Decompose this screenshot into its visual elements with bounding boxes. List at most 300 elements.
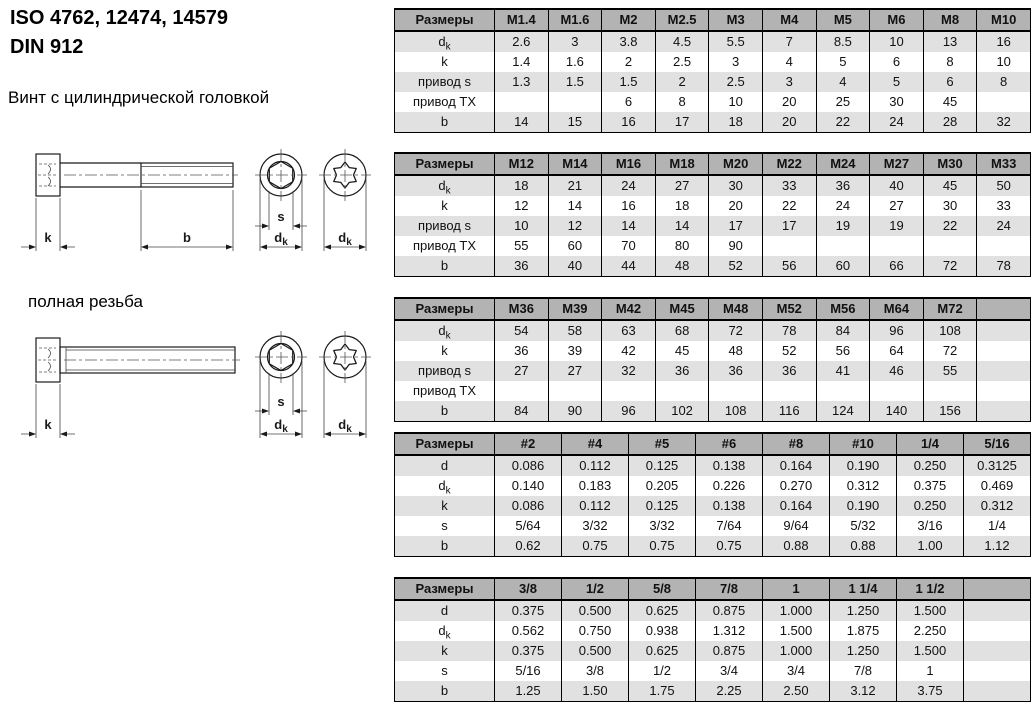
table-cell <box>977 341 1031 361</box>
table-cell: 0.125 <box>629 496 696 516</box>
table-cell: 28 <box>923 112 977 133</box>
table-cell: 1.5 <box>602 72 656 92</box>
table-cell: 66 <box>870 256 924 277</box>
table-cell: 2.50 <box>763 681 830 702</box>
metric-sizes-table-small <box>394 8 1031 133</box>
size-column-header: #2 <box>495 433 562 455</box>
dim-label-k: k <box>44 417 52 432</box>
table-cell: 60 <box>816 256 870 277</box>
table-cell: 1.5 <box>548 72 602 92</box>
imperial-sizes-table-large <box>394 577 1031 702</box>
table-cell: 5 <box>870 72 924 92</box>
table-cell <box>923 236 977 256</box>
table-cell: 10 <box>870 31 924 52</box>
table-cell: 50 <box>977 175 1031 196</box>
size-column-header: M27 <box>870 153 924 175</box>
table-cell: 90 <box>709 236 763 256</box>
table-cell: 0.938 <box>629 621 696 641</box>
table-cell: 16 <box>602 112 656 133</box>
s-arrow-right <box>293 409 300 414</box>
row-label: $d_k$ <box>395 476 495 496</box>
size-column-header: M18 <box>655 153 709 175</box>
size-column-header: 1 1/2 <box>897 578 964 600</box>
table-cell: 36 <box>495 256 549 277</box>
table-cell: 78 <box>762 320 816 341</box>
table-cell: 41 <box>816 361 870 381</box>
row-label: привод s <box>395 361 495 381</box>
row-label: привод s <box>395 216 495 236</box>
table-cell <box>964 641 1031 661</box>
size-column-header: M36 <box>495 298 549 320</box>
table-row <box>395 600 1031 621</box>
table-cell <box>977 236 1031 256</box>
dim-label-dk: $d_k$ <box>274 230 288 248</box>
table-cell: 0.140 <box>495 476 562 496</box>
table-cell: 1/2 <box>629 661 696 681</box>
table-cell <box>977 381 1031 401</box>
table-cell: 96 <box>870 320 924 341</box>
dk-arrow-right <box>295 245 302 250</box>
table-cell: 78 <box>977 256 1031 277</box>
table-cell <box>964 681 1031 702</box>
table-row <box>395 256 1031 277</box>
table-cell: 18 <box>709 112 763 133</box>
table-cell: 0.312 <box>830 476 897 496</box>
row-label: b <box>395 112 495 133</box>
size-column-header: M3 <box>709 9 763 31</box>
table-cell: 84 <box>816 320 870 341</box>
table-cell: 56 <box>816 341 870 361</box>
table-cell: 12 <box>548 216 602 236</box>
standards-title-block <box>10 4 228 62</box>
k-arrow-left <box>29 432 36 437</box>
table-cell: 39 <box>548 341 602 361</box>
table-row <box>395 52 1031 72</box>
table-row <box>395 320 1031 341</box>
table-row <box>395 496 1031 516</box>
table-row <box>395 401 1031 422</box>
table-cell <box>495 381 549 401</box>
table-cell: 4 <box>816 72 870 92</box>
table-cell: 5.5 <box>709 31 763 52</box>
table-cell: 0.164 <box>763 455 830 476</box>
size-column-header: M2.5 <box>655 9 709 31</box>
table-cell: 18 <box>655 196 709 216</box>
table-cell: 108 <box>709 401 763 422</box>
size-column-header: #10 <box>830 433 897 455</box>
table-cell: 1.000 <box>763 600 830 621</box>
table-cell: 36 <box>655 361 709 381</box>
table-header-row <box>395 153 1031 175</box>
table-cell: 32 <box>602 361 656 381</box>
table-cell: 17 <box>709 216 763 236</box>
table-cell: 56 <box>762 256 816 277</box>
s-arrow-left <box>262 409 269 414</box>
socket-spiral-marks <box>48 165 51 186</box>
table-cell: 6 <box>870 52 924 72</box>
table-cell: 3/4 <box>763 661 830 681</box>
table-row <box>395 455 1031 476</box>
dk-arrow-right <box>359 432 366 437</box>
table-cell: 84 <box>495 401 549 422</box>
size-column-header: M6 <box>870 9 924 31</box>
table-cell: 1.4 <box>495 52 549 72</box>
row-label: $d_k$ <box>395 31 495 52</box>
row-label: b <box>395 536 495 557</box>
din-standard-title: DIN 912 <box>10 36 84 58</box>
table-cell: 44 <box>602 256 656 277</box>
table-cell: 46 <box>870 361 924 381</box>
row-label: b <box>395 681 495 702</box>
table-cell: 1.6 <box>548 52 602 72</box>
table-cell <box>977 401 1031 422</box>
table-cell: 12 <box>495 196 549 216</box>
table-cell: 3.75 <box>897 681 964 702</box>
table-cell: 33 <box>762 175 816 196</box>
table-cell: 33 <box>977 196 1031 216</box>
table-cell: 45 <box>923 175 977 196</box>
size-column-header: #5 <box>629 433 696 455</box>
table-cell: 90 <box>548 401 602 422</box>
size-column-header: M4 <box>762 9 816 31</box>
metric-sizes-table-medium <box>394 152 1031 277</box>
table-cell: 45 <box>655 341 709 361</box>
table-cell: 30 <box>923 196 977 216</box>
table-cell: 2.5 <box>655 52 709 72</box>
b-arrow-right <box>226 245 233 250</box>
table-row <box>395 72 1031 92</box>
table-cell: 0.75 <box>629 536 696 557</box>
size-column-header: 1 <box>763 578 830 600</box>
table-cell: 17 <box>655 112 709 133</box>
table-cell: 0.226 <box>696 476 763 496</box>
table-cell: 0.086 <box>495 496 562 516</box>
table-cell: 2 <box>655 72 709 92</box>
table-cell: 2 <box>602 52 656 72</box>
table-cell: 2.6 <box>495 31 549 52</box>
row-label: s <box>395 661 495 681</box>
row-label: привод TX <box>395 236 495 256</box>
table-cell <box>602 381 656 401</box>
b-arrow-left <box>141 245 148 250</box>
table-cell <box>977 361 1031 381</box>
size-column-header: M42 <box>602 298 656 320</box>
table-cell: 0.88 <box>763 536 830 557</box>
table-cell: 10 <box>495 216 549 236</box>
table-cell: 21 <box>548 175 602 196</box>
table-cell: 55 <box>495 236 549 256</box>
table-cell: 72 <box>923 256 977 277</box>
row-label: s <box>395 516 495 536</box>
table-cell: 52 <box>762 341 816 361</box>
table-cell: 20 <box>709 196 763 216</box>
row-label: d <box>395 455 495 476</box>
table-cell: 24 <box>602 175 656 196</box>
size-column-header: M39 <box>548 298 602 320</box>
table-cell: 20 <box>762 112 816 133</box>
dk-arrow-left <box>260 432 267 437</box>
row-label-subscript: k <box>445 630 451 641</box>
table-cell: 3/4 <box>696 661 763 681</box>
table-cell <box>964 600 1031 621</box>
table-cell: 0.190 <box>830 455 897 476</box>
screw-full-thread-drawing <box>8 326 383 478</box>
table-header-row <box>395 298 1031 320</box>
table-cell: 0.625 <box>629 641 696 661</box>
dim-label-b: b <box>183 230 191 245</box>
table-cell: 45 <box>923 92 977 112</box>
size-column-header: M52 <box>762 298 816 320</box>
size-column-header: 3/8 <box>495 578 562 600</box>
row-label: $d_k$ <box>395 621 495 641</box>
table-cell <box>870 236 924 256</box>
table-cell: 36 <box>762 361 816 381</box>
dim-label-k: k <box>44 230 52 245</box>
table-row <box>395 641 1031 661</box>
table-cell: 0.270 <box>763 476 830 496</box>
dk-arrow-right <box>359 245 366 250</box>
size-column-header: M14 <box>548 153 602 175</box>
table-row <box>395 681 1031 702</box>
table-cell: 0.875 <box>696 641 763 661</box>
table-cell: 124 <box>816 401 870 422</box>
k-arrow-right <box>60 245 67 250</box>
table-row <box>395 661 1031 681</box>
table-cell: 6 <box>602 92 656 112</box>
table-cell: 13 <box>923 31 977 52</box>
size-column-header: 1/4 <box>897 433 964 455</box>
table-cell: 1.75 <box>629 681 696 702</box>
table-cell: 0.375 <box>495 600 562 621</box>
table-cell: 16 <box>977 31 1031 52</box>
table-cell: 0.205 <box>629 476 696 496</box>
table-cell: 140 <box>870 401 924 422</box>
hex-view-crosshair <box>255 331 307 383</box>
table-cell: 3/32 <box>562 516 629 536</box>
table-cell: 9/64 <box>763 516 830 536</box>
table-row <box>395 112 1031 133</box>
table-cell <box>762 236 816 256</box>
table-cell: 1.250 <box>830 641 897 661</box>
table-cell: 6 <box>923 72 977 92</box>
table-cell: 36 <box>816 175 870 196</box>
hidden-socket-lines <box>38 164 57 186</box>
table-cell: 7/64 <box>696 516 763 536</box>
table-cell: 22 <box>762 196 816 216</box>
dim-label-dk: $d_k$ <box>338 230 352 248</box>
table-row <box>395 476 1031 496</box>
table-cell <box>977 320 1031 341</box>
table-cell <box>923 381 977 401</box>
table-header-row <box>395 578 1031 600</box>
table-cell: 1.12 <box>964 536 1031 557</box>
size-column-header: #8 <box>763 433 830 455</box>
k-arrow-right <box>60 432 67 437</box>
size-column-header: M20 <box>709 153 763 175</box>
hex-socket-end-view <box>255 149 307 251</box>
table-cell: 40 <box>548 256 602 277</box>
table-row <box>395 175 1031 196</box>
table-cell: 10 <box>977 52 1031 72</box>
table-cell: 0.250 <box>897 496 964 516</box>
table-cell: 1 <box>897 661 964 681</box>
size-column-header: #6 <box>696 433 763 455</box>
size-column-header: M30 <box>923 153 977 175</box>
full-thread-note: полная резьба <box>28 292 143 311</box>
table-cell: 19 <box>870 216 924 236</box>
metric-sizes-table-large <box>394 297 1031 422</box>
torx-view-crosshair <box>319 331 371 383</box>
table-cell: 1.25 <box>495 681 562 702</box>
table-cell: 0.375 <box>495 641 562 661</box>
table-cell: 0.625 <box>629 600 696 621</box>
hex-view-crosshair <box>255 149 307 201</box>
table-cell: 3.8 <box>602 31 656 52</box>
table-row <box>395 92 1031 112</box>
table-cell <box>816 236 870 256</box>
size-column-header: M72 <box>923 298 977 320</box>
table-cell: 1.500 <box>897 600 964 621</box>
row-label: k <box>395 52 495 72</box>
table-cell: 0.375 <box>897 476 964 496</box>
table-header-row <box>395 433 1031 455</box>
table-cell <box>762 381 816 401</box>
dk-arrow-right <box>295 432 302 437</box>
table-cell: 80 <box>655 236 709 256</box>
size-column-header: M8 <box>923 9 977 31</box>
product-subtitle: Винт с цилиндрической головкой <box>8 88 270 107</box>
torx-end-view <box>319 149 371 251</box>
table-row <box>395 341 1031 361</box>
table-cell: 3/16 <box>897 516 964 536</box>
row-label: привод TX <box>395 92 495 112</box>
row-label: b <box>395 256 495 277</box>
k-arrow-left <box>29 245 36 250</box>
table-cell <box>548 381 602 401</box>
table-cell: 0.138 <box>696 496 763 516</box>
table-row <box>395 31 1031 52</box>
table-cell: 0.500 <box>562 600 629 621</box>
row-label-subscript: k <box>445 41 451 52</box>
table-cell: 96 <box>602 401 656 422</box>
table-cell: 0.88 <box>830 536 897 557</box>
dim-label-dk: $d_k$ <box>274 417 288 435</box>
table-cell: 0.312 <box>964 496 1031 516</box>
row-label-subscript: k <box>445 485 451 496</box>
table-cell: 1.500 <box>763 621 830 641</box>
table-cell: 1.3 <box>495 72 549 92</box>
table-cell: 48 <box>655 256 709 277</box>
row-label: k <box>395 641 495 661</box>
table-row <box>395 196 1031 216</box>
table-cell: 1.00 <box>897 536 964 557</box>
table-cell: 72 <box>923 341 977 361</box>
size-column-header: M64 <box>870 298 924 320</box>
table-cell: 3/32 <box>629 516 696 536</box>
table-cell <box>964 661 1031 681</box>
size-column-header: M1.4 <box>495 9 549 31</box>
table-cell: 17 <box>762 216 816 236</box>
table-cell: 3/8 <box>562 661 629 681</box>
table-cell: 2.25 <box>696 681 763 702</box>
table-cell: 8 <box>923 52 977 72</box>
screw-side-view <box>21 154 238 251</box>
table-cell: 0.164 <box>763 496 830 516</box>
row-label: k <box>395 341 495 361</box>
table-cell: 30 <box>709 175 763 196</box>
size-column-header: 1/2 <box>562 578 629 600</box>
dim-label-s: s <box>277 394 285 409</box>
dk-arrow-left <box>260 245 267 250</box>
table-cell: 8 <box>977 72 1031 92</box>
table-cell: 0.183 <box>562 476 629 496</box>
row-label-subscript: k <box>445 330 451 341</box>
table-cell: 7 <box>762 31 816 52</box>
table-cell: 58 <box>548 320 602 341</box>
table-cell: 1.500 <box>897 641 964 661</box>
table-cell: 2.5 <box>709 72 763 92</box>
table-cell: 42 <box>602 341 656 361</box>
screw-partial-thread-drawing <box>8 146 383 276</box>
table-cell <box>655 381 709 401</box>
table-cell: 1.50 <box>562 681 629 702</box>
table-cell: 18 <box>495 175 549 196</box>
row-label-header: Размеры <box>395 298 495 320</box>
hidden-socket-lines <box>38 348 57 372</box>
table-cell: 32 <box>977 112 1031 133</box>
table-cell: 0.112 <box>562 496 629 516</box>
table-cell: 156 <box>923 401 977 422</box>
table-cell: 102 <box>655 401 709 422</box>
row-label: k <box>395 496 495 516</box>
table-cell: 60 <box>548 236 602 256</box>
table-row <box>395 381 1031 401</box>
table-cell: 24 <box>816 196 870 216</box>
s-arrow-left <box>262 224 269 229</box>
table-cell: 70 <box>602 236 656 256</box>
size-column-header: M45 <box>655 298 709 320</box>
table-cell: 68 <box>655 320 709 341</box>
table-cell: 0.75 <box>562 536 629 557</box>
row-label: $d_k$ <box>395 175 495 196</box>
screw-side-view <box>21 338 240 438</box>
table-cell: 64 <box>870 341 924 361</box>
table-cell: 1/4 <box>964 516 1031 536</box>
size-column-header: M10 <box>977 9 1031 31</box>
table-cell: 0.250 <box>897 455 964 476</box>
table-cell: 36 <box>709 361 763 381</box>
table-cell: 27 <box>495 361 549 381</box>
table-cell: 0.75 <box>696 536 763 557</box>
table-cell: 30 <box>870 92 924 112</box>
size-column-header: 5/16 <box>964 433 1031 455</box>
row-label-header: Размеры <box>395 578 495 600</box>
table-cell: 14 <box>655 216 709 236</box>
table-cell: 15 <box>548 112 602 133</box>
table-cell: 5/32 <box>830 516 897 536</box>
table-cell: 1.250 <box>830 600 897 621</box>
table-cell: 52 <box>709 256 763 277</box>
table-cell: 116 <box>762 401 816 422</box>
row-label: k <box>395 196 495 216</box>
table-cell: 0.190 <box>830 496 897 516</box>
table-cell <box>870 381 924 401</box>
size-column-header: M24 <box>816 153 870 175</box>
table-cell: 2.250 <box>897 621 964 641</box>
table-cell: 0.875 <box>696 600 763 621</box>
table-cell: 0.62 <box>495 536 562 557</box>
table-cell <box>977 92 1031 112</box>
